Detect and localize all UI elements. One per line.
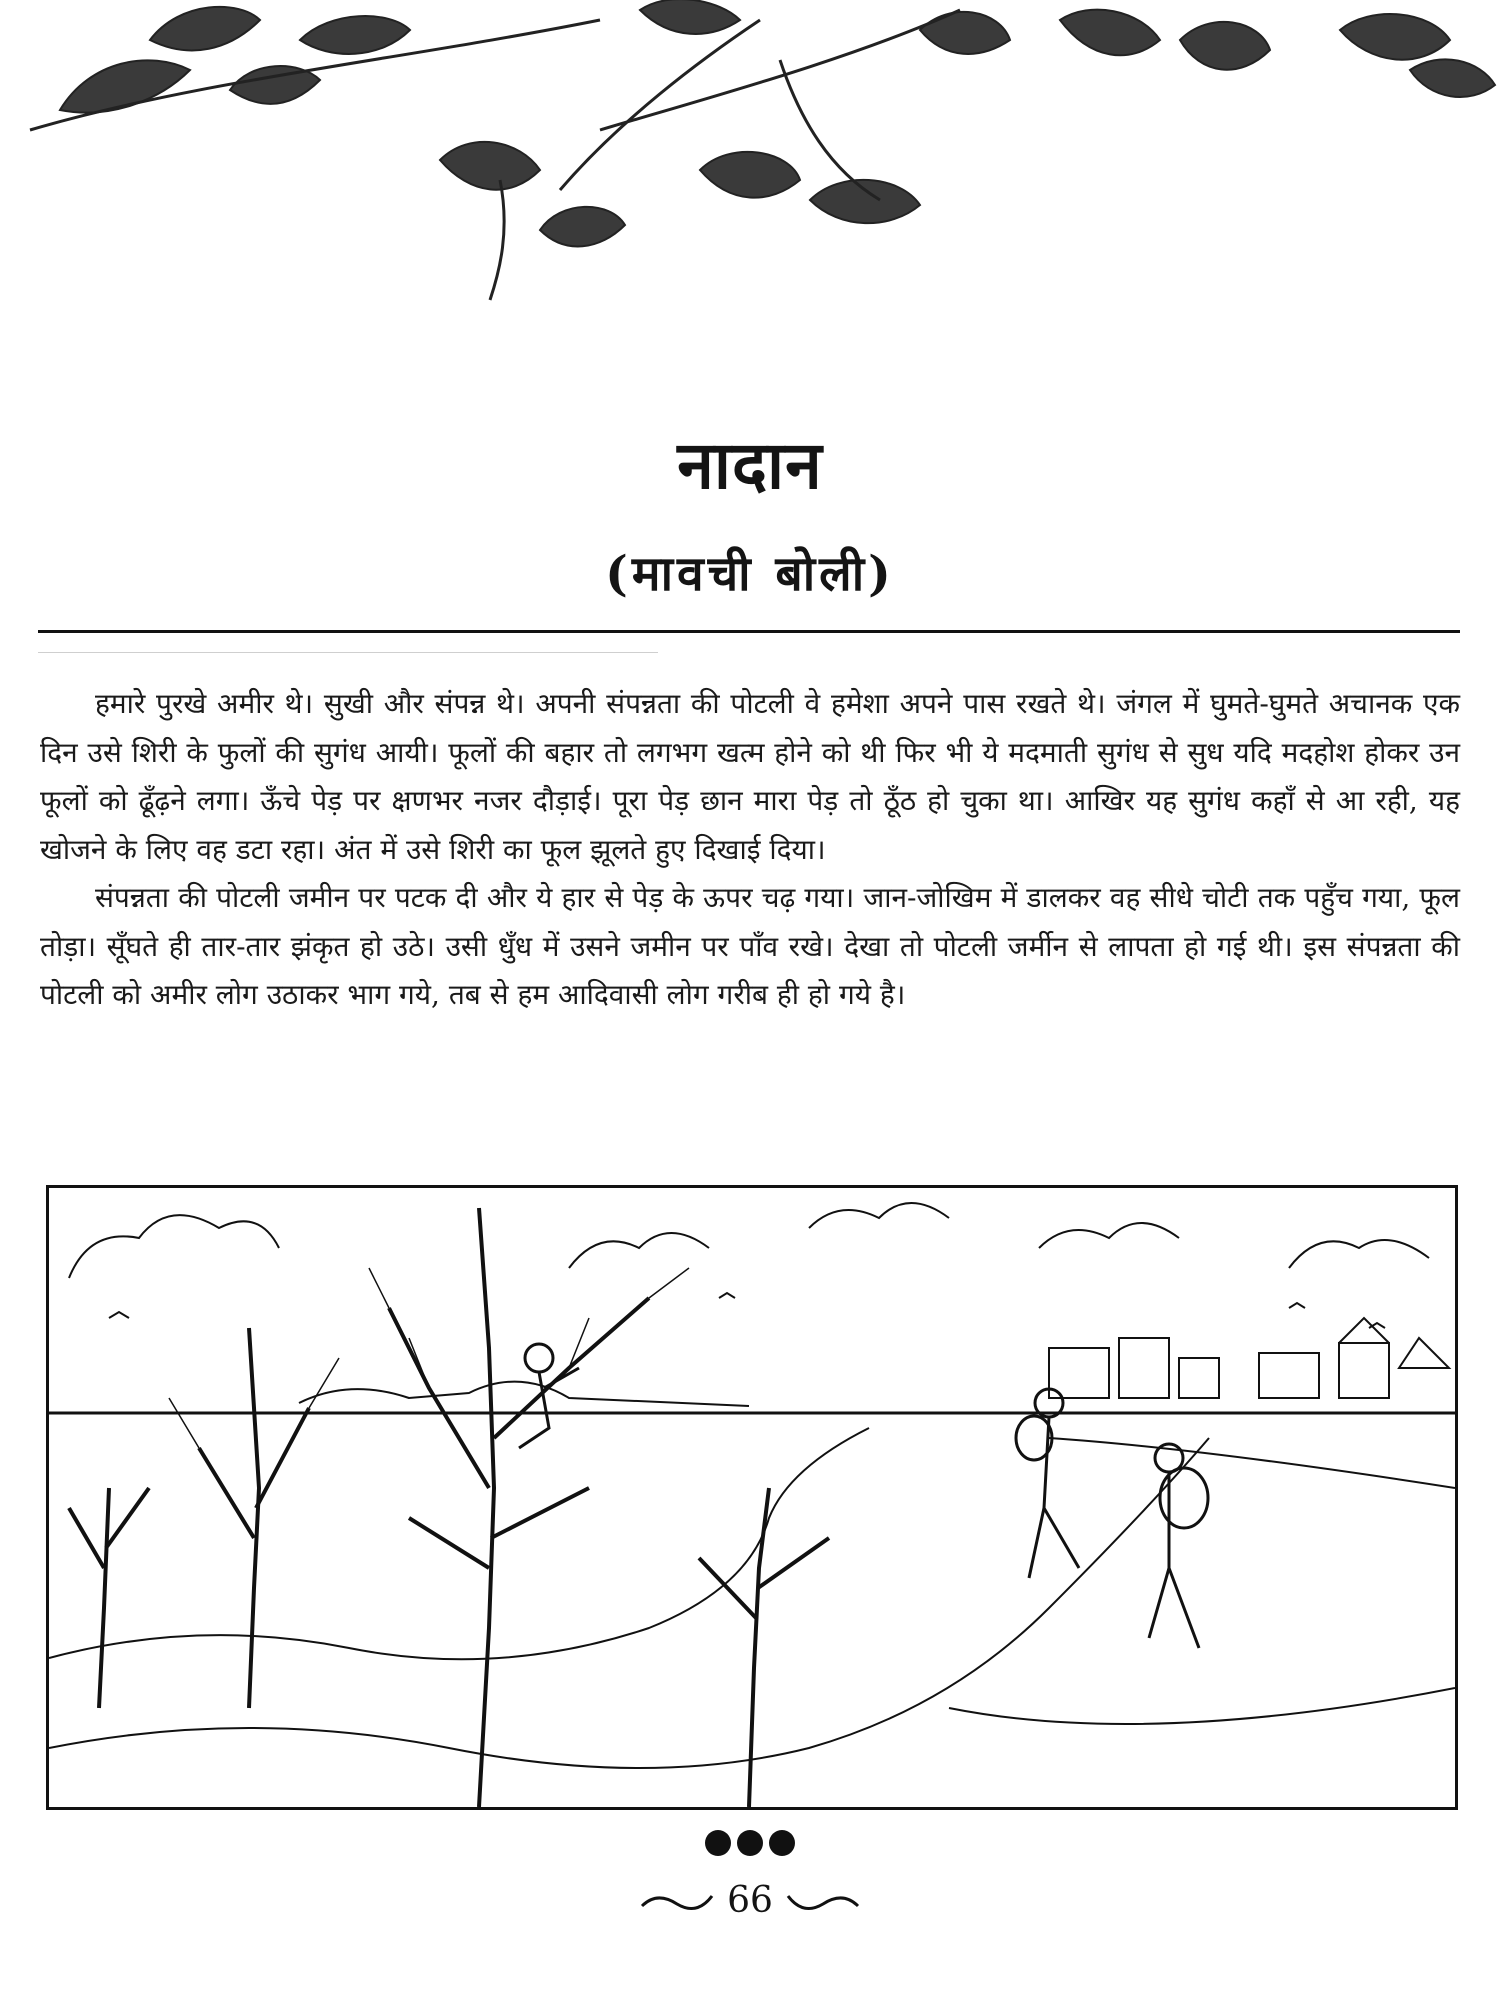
paragraph: संपन्नता की पोटली जमीन पर पटक दी और ये हार से पेड़ के ऊपर चढ़ गया। जान-जोखिम में डालकर वह सीधे चोटी तक पहुँच गया, फूल तोड़ा। सूँघते ही तार-तार झंकृत हो उठे। उसी धुँध में उसने जमीन पर पाँव रखे। देखा तो पोटली जर्मीन से लापता हो गई थी। इस संपन्नता की पोटली को अमीर लोग उठाकर भाग गये, तब से हम आदिवासी लोग गरीब ही हो गये है। [40,881,1460,1011]
page-title: नादान [677,427,823,504]
ornament-dot [705,1830,731,1856]
leaf-decoration [0,0,1500,330]
page-footer [0,1880,1500,1921]
story-text [40,680,1460,1020]
page-subtitle: (मावची बोली) [605,546,895,602]
right-swash-icon [783,1886,863,1916]
left-swash-icon [637,1886,717,1916]
ornament-dot [769,1830,795,1856]
story-illustration [46,1185,1458,1810]
title-divider [38,630,1460,633]
ornament-dot [737,1830,763,1856]
page-number: 66 [727,1880,773,1921]
paragraph: हमारे पुरखे अमीर थे। सुखी और संपन्न थे। अपनी संपन्नता की पोटली वे हमेशा अपने पास रखते थे। जंगल में घुमते-घुमते अचानक एक दिन उसे शिरी के फुलों की सुगंध आयी। फूलों की बहार तो लगभग खत्म होने को थी फिर भी ये मदमाती सुगंध से सुध यदि मदहोश होकर उन फूलों को ढूँढ़ने लगा। ऊँचे पेड़ पर क्षणभर नजर दौड़ाई। पूरा पेड़ छान मारा पेड़ तो ठूँठ हो चुका था। आखिर यह सुगंध कहाँ से आ रही, यह खोजने के लिए वह डटा रहा। अंत में उसे शिरी का फूल झूलते हुए दिखाई दिया। [40,687,1460,866]
faint-divider [38,652,658,653]
illustration-drawing [49,1188,1455,1807]
section-ornament [0,1830,1500,1856]
